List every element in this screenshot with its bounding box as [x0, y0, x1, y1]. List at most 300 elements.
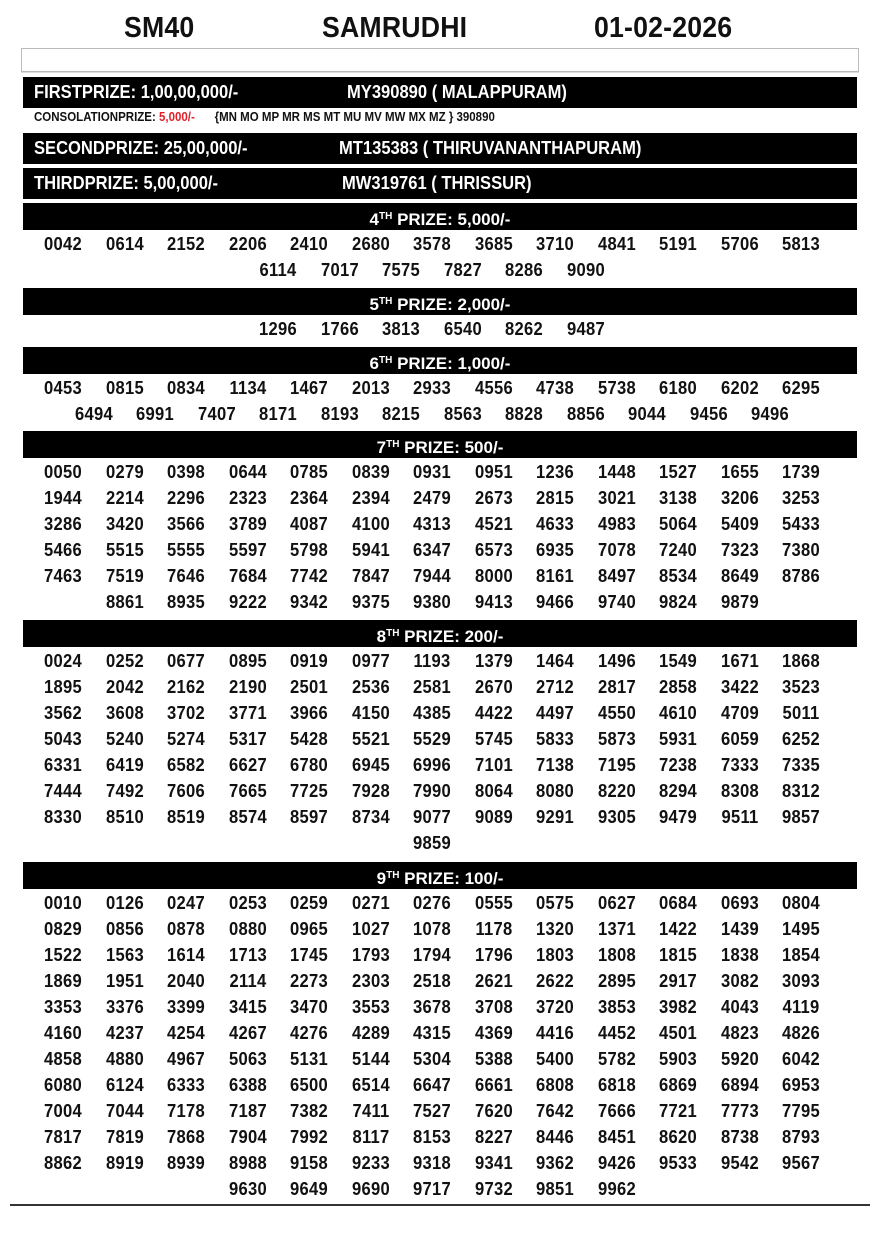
ticket-number: 7620: [474, 1101, 513, 1121]
ticket-number: 1496: [597, 651, 636, 671]
ticket-number: 6582: [167, 755, 205, 775]
ticket-number: 8597: [290, 807, 328, 827]
ticket-number: 3813: [382, 319, 421, 339]
ticket-number: 2013: [351, 378, 390, 398]
number-row: [40, 1150, 840, 1176]
ticket-number: 4313: [413, 514, 451, 534]
ticket-number: 6540: [443, 319, 482, 339]
ticket-number: 0247: [167, 893, 205, 913]
ticket-number: 1193: [413, 651, 451, 671]
prize-8-numbers: [40, 648, 840, 856]
ticket-number: 1527: [659, 462, 697, 482]
ticket-number: 9962: [597, 1179, 636, 1199]
ticket-number: 3789: [228, 514, 267, 534]
ticket-number: 8793: [782, 1127, 820, 1147]
ticket-number: 9342: [290, 592, 328, 612]
ticket-number: 3702: [167, 703, 205, 723]
ticket-number: 4501: [659, 1023, 697, 1043]
ticket-number: 5240: [105, 729, 144, 749]
ticket-number: 3138: [659, 488, 697, 508]
number-row: [40, 994, 840, 1020]
ticket-number: 8064: [474, 781, 513, 801]
ticket-number: 6059: [720, 729, 759, 749]
ticket-number: 3966: [290, 703, 328, 723]
ticket-number: 6124: [105, 1075, 144, 1095]
ticket-number: 2815: [536, 488, 574, 508]
ticket-number: 5515: [105, 540, 144, 560]
ticket-number: 1803: [536, 945, 574, 965]
ticket-number: 6808: [536, 1075, 574, 1095]
ticket-number: 4160: [44, 1023, 82, 1043]
ticket-number: 0398: [167, 462, 205, 482]
ticket-number: 2394: [351, 488, 390, 508]
prize-7-bar: [23, 431, 857, 458]
ticket-number: 2518: [413, 971, 451, 991]
ticket-number: 8080: [536, 781, 574, 801]
ticket-number: 0575: [536, 893, 574, 913]
ticket-number: 5466: [44, 540, 82, 560]
third-prize-winner: MW319761 ( THRISSUR): [342, 173, 532, 193]
ticket-number: 0677: [167, 651, 205, 671]
ticket-number: 5833: [536, 729, 574, 749]
ticket-number: 5798: [290, 540, 328, 560]
ticket-number: 5274: [167, 729, 205, 749]
ticket-number: 5304: [413, 1049, 451, 1069]
ticket-number: 7411: [351, 1101, 390, 1121]
ticket-number: 5813: [782, 234, 820, 254]
ticket-number: 6945: [351, 755, 390, 775]
ticket-number: 1838: [720, 945, 759, 965]
ticket-number: 7944: [413, 566, 451, 586]
number-row: [40, 916, 840, 942]
prize-9-numbers: [40, 890, 840, 1202]
second-prize-winner: MT135383 ( THIRUVANANTHAPURAM): [339, 138, 642, 158]
ticket-number: 1614: [167, 945, 205, 965]
ticket-number: 5433: [782, 514, 820, 534]
ticket-number: 4043: [720, 997, 759, 1017]
prize-label: PRIZE: 100/-: [399, 869, 504, 888]
ticket-number: 0804: [782, 893, 820, 913]
ticket-number: 7847: [351, 566, 390, 586]
number-row: [40, 778, 840, 804]
ticket-number: 0024: [44, 651, 82, 671]
ticket-number: 6894: [720, 1075, 759, 1095]
ticket-number: 7646: [167, 566, 205, 586]
ticket-number: 8330: [44, 807, 82, 827]
ticket-number: 7187: [228, 1101, 267, 1121]
ticket-number: 7773: [720, 1101, 759, 1121]
ticket-number: 7827: [443, 260, 482, 280]
ticket-number: 1655: [720, 462, 759, 482]
ticket-number: 2581: [413, 677, 451, 697]
ticket-number: 2162: [167, 677, 205, 697]
ticket-number: 1371: [597, 919, 636, 939]
ticket-number: 9362: [536, 1153, 574, 1173]
number-row: [40, 804, 840, 830]
ticket-number: 2190: [228, 677, 267, 697]
ticket-number: 9567: [782, 1153, 820, 1173]
ticket-number: 1796: [474, 945, 513, 965]
ticket-number: 8153: [413, 1127, 451, 1147]
number-row: [40, 589, 840, 615]
ticket-number: 6935: [536, 540, 574, 560]
first-prize-label: FIRSTPRIZE: 1,00,00,000/-: [34, 82, 239, 102]
number-row: [40, 375, 840, 401]
ticket-number: 6388: [228, 1075, 267, 1095]
ticket-number: 2712: [536, 677, 574, 697]
ticket-number: 8563: [443, 404, 482, 424]
ticket-number: 9318: [413, 1153, 451, 1173]
ticket-number: 0693: [720, 893, 759, 913]
ticket-number: 8919: [105, 1153, 144, 1173]
ticket-number: 2673: [474, 488, 513, 508]
ticket-number: 7721: [659, 1101, 697, 1121]
ticket-number: 9158: [290, 1153, 328, 1173]
ticket-number: 4826: [782, 1023, 820, 1043]
ticket-number: 1134: [228, 378, 267, 398]
prize-8-bar: [23, 620, 857, 647]
number-row: [40, 1072, 840, 1098]
ticket-number: 7178: [167, 1101, 205, 1121]
ticket-number: 7078: [597, 540, 636, 560]
ticket-number: 2479: [413, 488, 451, 508]
ticket-number: 6953: [782, 1075, 820, 1095]
ticket-number: 1808: [597, 945, 636, 965]
consolation-label: CONSOLATIONPRIZE:: [34, 110, 156, 124]
ticket-number: 6042: [782, 1049, 820, 1069]
ticket-number: 6331: [44, 755, 82, 775]
ticket-number: 5400: [536, 1049, 574, 1069]
ticket-number: 0276: [413, 893, 451, 913]
ticket-number: 6996: [413, 755, 451, 775]
ticket-number: 1793: [351, 945, 390, 965]
ticket-number: 8312: [782, 781, 820, 801]
ticket-number: 8935: [167, 592, 205, 612]
ticket-number: 6573: [474, 540, 513, 560]
ticket-number: 9649: [290, 1179, 328, 1199]
ticket-number: 6252: [782, 729, 820, 749]
ticket-number: 2933: [413, 378, 451, 398]
ticket-number: 1671: [720, 651, 759, 671]
prize-6-bar: [23, 347, 857, 374]
ticket-number: 4267: [228, 1023, 267, 1043]
ticket-number: 4738: [536, 378, 574, 398]
ticket-number: 3553: [351, 997, 390, 1017]
ticket-number: 8286: [505, 260, 544, 280]
ticket-number: 3523: [782, 677, 820, 697]
ticket-number: 7665: [228, 781, 267, 801]
ticket-number: 1739: [782, 462, 820, 482]
prize-rank: 6: [369, 354, 379, 373]
ticket-number: 0252: [105, 651, 144, 671]
ticket-number: 5782: [597, 1049, 636, 1069]
ticket-number: 5920: [720, 1049, 759, 1069]
ticket-number: 8519: [167, 807, 205, 827]
number-row: [40, 752, 840, 778]
prize-5-numbers: [40, 316, 840, 342]
ticket-number: 0259: [290, 893, 328, 913]
prize-rank: 8: [376, 627, 387, 646]
ticket-number: 9077: [413, 807, 451, 827]
ticket-number: 0815: [105, 378, 144, 398]
ticket-number: 7407: [197, 404, 236, 424]
ticket-number: 1713: [228, 945, 267, 965]
ticket-number: 7101: [474, 755, 513, 775]
ticket-number: 2296: [167, 488, 205, 508]
ticket-number: 3708: [474, 997, 513, 1017]
ticket-number: 4369: [474, 1023, 513, 1043]
ticket-number: 0042: [44, 234, 82, 254]
ticket-number: 8939: [167, 1153, 205, 1173]
ticket-number: 0834: [167, 378, 205, 398]
ticket-number: 0253: [228, 893, 267, 913]
ticket-number: 2273: [290, 971, 328, 991]
draw-date: 01-02-2026: [594, 12, 733, 44]
ticket-number: 6333: [167, 1075, 205, 1095]
ticket-number: 2303: [351, 971, 390, 991]
ticket-number: 1766: [320, 319, 359, 339]
ticket-number: 6347: [413, 540, 451, 560]
ticket-number: 7323: [720, 540, 759, 560]
prize-rank-suffix: TH: [379, 211, 393, 222]
ticket-number: 1815: [659, 945, 697, 965]
ticket-number: 8856: [566, 404, 605, 424]
ticket-number: 2622: [536, 971, 574, 991]
lottery-name: SAMRUDHI: [322, 12, 468, 44]
prize-label: PRIZE: 200/-: [399, 627, 504, 646]
ticket-number: 9305: [597, 807, 636, 827]
ticket-number: 8862: [44, 1153, 82, 1173]
ticket-number: 7742: [290, 566, 328, 586]
number-row: [40, 726, 840, 752]
ticket-number: 9291: [536, 807, 574, 827]
ticket-number: 0977: [351, 651, 390, 671]
ticket-number: 2680: [351, 234, 390, 254]
number-row: [40, 511, 840, 537]
ticket-number: 8451: [597, 1127, 636, 1147]
ticket-number: 1178: [474, 919, 513, 939]
ticket-number: 6494: [74, 404, 113, 424]
ticket-number: 5317: [228, 729, 267, 749]
ticket-number: 1320: [536, 919, 574, 939]
number-row: [40, 1046, 840, 1072]
ticket-number: 8786: [782, 566, 820, 586]
ticket-number: 9511: [720, 807, 759, 827]
ticket-number: 6500: [290, 1075, 328, 1095]
ticket-number: 4709: [720, 703, 759, 723]
ticket-number: 8734: [351, 807, 390, 827]
ticket-number: 9857: [782, 807, 820, 827]
ticket-number: 7795: [782, 1101, 820, 1121]
number-row: [40, 700, 840, 726]
ticket-number: 3608: [105, 703, 144, 723]
ticket-number: 2040: [167, 971, 205, 991]
ticket-number: 6647: [413, 1075, 451, 1095]
ticket-number: 9044: [628, 404, 667, 424]
first-prize-winner: MY390890 ( MALAPPURAM): [347, 82, 567, 102]
second-prize-label: SECONDPRIZE: 25,00,000/-: [34, 138, 248, 158]
blank-banner-box: [21, 48, 859, 72]
ticket-number: 3566: [167, 514, 205, 534]
ticket-number: 7240: [659, 540, 697, 560]
ticket-number: 4880: [105, 1049, 144, 1069]
ticket-number: 0010: [44, 893, 82, 913]
ticket-number: 0684: [659, 893, 697, 913]
ticket-number: 3021: [597, 488, 636, 508]
ticket-number: 4100: [351, 514, 390, 534]
ticket-number: 3422: [720, 677, 759, 697]
ticket-number: 9341: [474, 1153, 513, 1173]
ticket-number: 6818: [597, 1075, 636, 1095]
number-row: [40, 1098, 840, 1124]
ticket-number: 5597: [228, 540, 267, 560]
prize-label: PRIZE: 5,000/-: [392, 210, 511, 229]
ticket-number: 7868: [167, 1127, 205, 1147]
ticket-number: 2323: [228, 488, 267, 508]
ticket-number: 0555: [474, 893, 513, 913]
ticket-number: 5428: [290, 729, 328, 749]
ticket-number: 8294: [659, 781, 697, 801]
number-row: [40, 648, 840, 674]
ticket-number: 1464: [536, 651, 574, 671]
ticket-number: 5521: [351, 729, 390, 749]
number-row: [40, 316, 840, 342]
draw-code: SM40: [124, 12, 195, 44]
ticket-number: 8828: [505, 404, 544, 424]
ticket-number: 2670: [474, 677, 513, 697]
ticket-number: 4150: [351, 703, 390, 723]
ticket-number: 3353: [44, 997, 82, 1017]
ticket-number: 0878: [167, 919, 205, 939]
ticket-number: 8738: [720, 1127, 759, 1147]
third-prize-label: THIRDPRIZE: 5,00,000/-: [34, 173, 219, 193]
ticket-number: 6180: [659, 378, 697, 398]
ticket-number: 2042: [105, 677, 144, 697]
ticket-number: 0271: [351, 893, 390, 913]
prize-rank-suffix: TH: [379, 296, 393, 307]
ticket-number: 6514: [351, 1075, 390, 1095]
ticket-number: 0895: [228, 651, 267, 671]
prize-5-bar: [23, 288, 857, 315]
ticket-number: 1944: [44, 488, 82, 508]
ticket-number: 9533: [659, 1153, 697, 1173]
prize-rank: 9: [376, 869, 387, 888]
ticket-number: 2214: [105, 488, 144, 508]
ticket-number: 3982: [659, 997, 697, 1017]
ticket-number: 2364: [290, 488, 328, 508]
ticket-number: 0839: [351, 462, 390, 482]
prize-rank-suffix: TH: [379, 355, 393, 366]
ticket-number: 2817: [597, 677, 636, 697]
ticket-number: 5738: [597, 378, 636, 398]
ticket-number: 4967: [167, 1049, 205, 1069]
ticket-number: 4452: [597, 1023, 636, 1043]
ticket-number: 1439: [720, 919, 759, 939]
ticket-number: 4087: [290, 514, 328, 534]
ticket-number: 9479: [659, 807, 697, 827]
number-row: [40, 563, 840, 589]
ticket-number: 8227: [474, 1127, 513, 1147]
ticket-number: 3720: [536, 997, 574, 1017]
ticket-number: 3082: [720, 971, 759, 991]
ticket-number: 0453: [44, 378, 82, 398]
ticket-number: 3853: [597, 997, 636, 1017]
ticket-number: 9717: [413, 1179, 451, 1199]
result-header: [0, 12, 880, 48]
ticket-number: 9487: [566, 319, 605, 339]
ticket-number: 5706: [720, 234, 759, 254]
ticket-number: 7642: [536, 1101, 574, 1121]
ticket-number: 5873: [597, 729, 636, 749]
ticket-number: 0126: [105, 893, 144, 913]
ticket-number: 9859: [413, 833, 451, 853]
prize-9-bar: [23, 862, 857, 889]
ticket-number: 9740: [597, 592, 636, 612]
ticket-number: 4521: [474, 514, 513, 534]
ticket-number: 5529: [413, 729, 451, 749]
prize-label: PRIZE: 2,000/-: [392, 295, 511, 314]
number-row: [40, 231, 840, 257]
number-row: [40, 674, 840, 700]
ticket-number: 8510: [105, 807, 144, 827]
ticket-number: 6780: [290, 755, 328, 775]
ticket-number: 1296: [259, 319, 298, 339]
prize-6-numbers: [40, 375, 840, 427]
ticket-number: 8193: [320, 404, 359, 424]
ticket-number: 7380: [782, 540, 820, 560]
ticket-number: 9496: [751, 404, 790, 424]
ticket-number: 8497: [597, 566, 636, 586]
ticket-number: 2206: [228, 234, 267, 254]
ticket-number: 2152: [167, 234, 205, 254]
ticket-number: 4610: [659, 703, 697, 723]
ticket-number: 7725: [290, 781, 328, 801]
ticket-number: 3420: [105, 514, 144, 534]
ticket-number: 1951: [105, 971, 144, 991]
first-prize-bar: [23, 77, 857, 108]
ticket-number: 4416: [536, 1023, 574, 1043]
ticket-number: 9375: [351, 592, 390, 612]
prize-rank: 7: [376, 438, 387, 457]
ticket-number: 9824: [659, 592, 697, 612]
ticket-number: 6627: [228, 755, 267, 775]
ticket-number: 7575: [382, 260, 421, 280]
ticket-number: 0880: [228, 919, 267, 939]
ticket-number: 2536: [351, 677, 390, 697]
ticket-number: 7684: [228, 566, 267, 586]
ticket-number: 4823: [720, 1023, 759, 1043]
ticket-number: 6991: [136, 404, 175, 424]
ticket-number: 0627: [597, 893, 636, 913]
prize-rank: 4: [369, 210, 379, 229]
ticket-number: 5063: [228, 1049, 267, 1069]
prize-7-numbers: [40, 459, 840, 615]
prize-rank-suffix: TH: [386, 439, 400, 450]
ticket-number: 3253: [782, 488, 820, 508]
number-row: [40, 968, 840, 994]
ticket-number: 6202: [720, 378, 759, 398]
ticket-number: 4550: [597, 703, 636, 723]
ticket-number: 6080: [44, 1075, 82, 1095]
ticket-number: 5064: [659, 514, 697, 534]
ticket-number: 7195: [597, 755, 636, 775]
ticket-number: 1078: [413, 919, 451, 939]
ticket-number: 5555: [167, 540, 205, 560]
ticket-number: 9630: [228, 1179, 267, 1199]
prize-4-numbers: [40, 231, 840, 283]
ticket-number: 7606: [167, 781, 205, 801]
ticket-number: 5409: [720, 514, 759, 534]
